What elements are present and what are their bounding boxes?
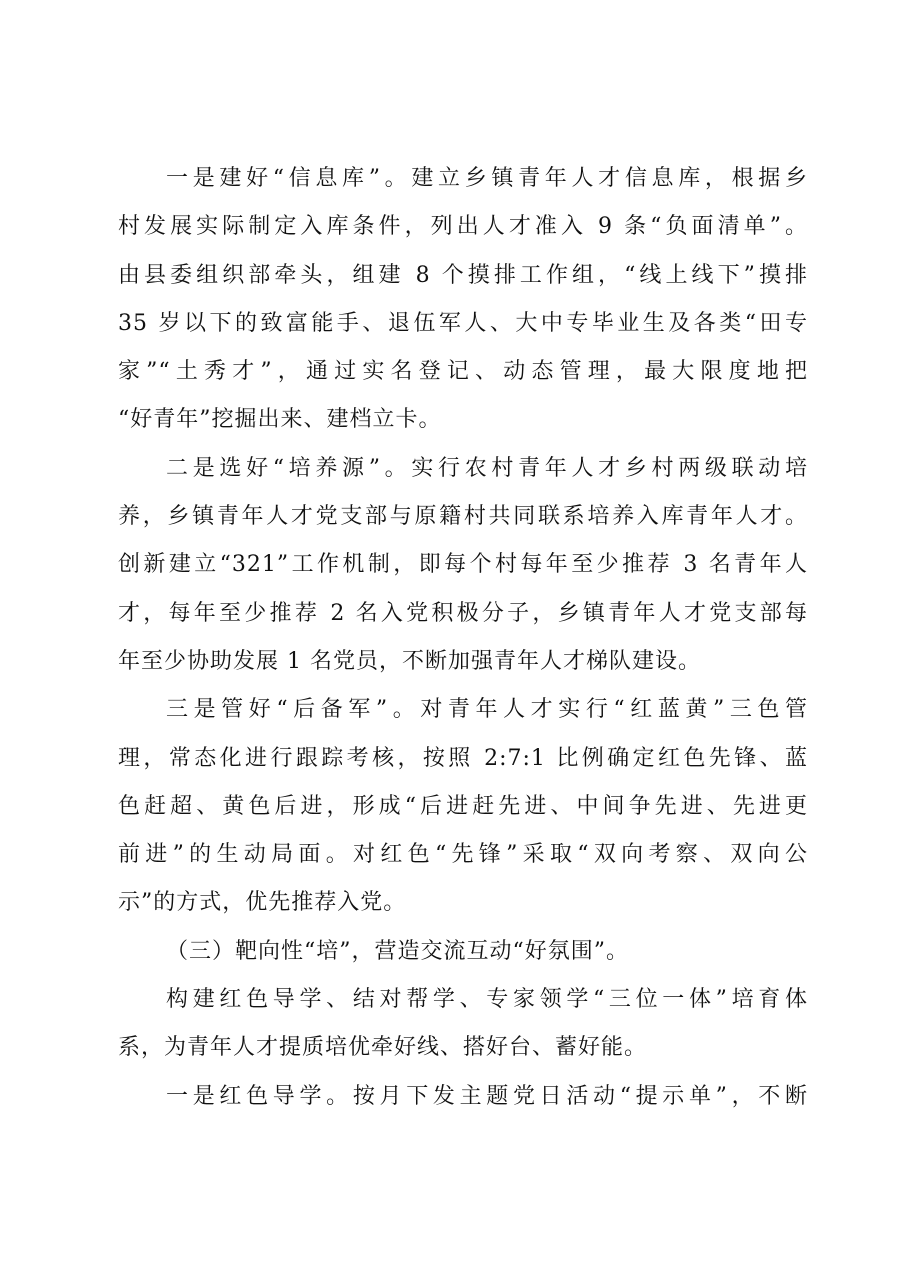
text-line: 创新建立“321”工作机制，即每个村每年至少推荐 3 名青年人: [118, 552, 808, 578]
text-line: 二是选好“培养源”。实行农村青年人才乡村两级联动培: [166, 455, 808, 481]
text-line: 一是红色导学。按月下发主题党日活动“提示单”，不断: [166, 1083, 808, 1109]
document-body: [118, 155, 808, 1121]
paragraph-training-system: [118, 976, 808, 1073]
text-line: 构建红色导学、结对帮学、专家领学“三位一体”培育体: [166, 987, 808, 1013]
text-line: 村发展实际制定入库条件，列出人才准入 9 条“负面清单”。: [118, 214, 808, 240]
text-line: 养，乡镇青年人才党支部与原籍村共同联系培养入库青年人才。: [118, 504, 808, 530]
text-line: 三是管好“后备军”。对青年人才实行“红蓝黄”三色管: [166, 697, 808, 723]
text-line: 系，为青年人才提质培优牵好线、搭好台、蓄好能。: [118, 1035, 648, 1061]
paragraph-info-database: [118, 155, 808, 445]
section-heading: [118, 928, 808, 976]
text-line: 35 岁以下的致富能手、退伍军人、大中专毕业生及各类“田专: [118, 310, 808, 336]
text-line: 家”“土秀才”，通过实名登记、动态管理，最大限度地把: [118, 359, 808, 385]
paragraph-training-source: [118, 445, 808, 686]
text-line: 示”的方式，优先推荐入党。: [118, 890, 407, 916]
text-line: 一是建好“信息库”。建立乡镇青年人才信息库，根据乡: [166, 166, 808, 191]
paragraph-red-guidance: [118, 1073, 808, 1121]
text-line: 年至少协助发展 1 名党员，不断加强青年人才梯队建设。: [118, 648, 701, 674]
text-line: 理，常态化进行跟踪考核，按照 2:7:1 比例确定红色先锋、蓝: [118, 745, 808, 771]
text-line: 由县委组织部牵头，组建 8 个摸排工作组，“线上线下”摸排: [118, 262, 808, 288]
text-line: 色赶超、黄色后进，形成“后进赶先进、中间争先进、先进更: [118, 793, 808, 819]
text-line: （三）靶向性“培”，营造交流互动“好氛围”。: [166, 938, 629, 964]
text-line: 前进”的生动局面。对红色“先锋”采取“双向考察、双向公: [118, 842, 808, 868]
text-line: 才，每年至少推荐 2 名入党积极分子，乡镇青年人才党支部每: [118, 600, 808, 626]
paragraph-reserve-force: [118, 686, 808, 927]
text-line: “好青年”挖掘出来、建档立卡。: [118, 407, 442, 433]
